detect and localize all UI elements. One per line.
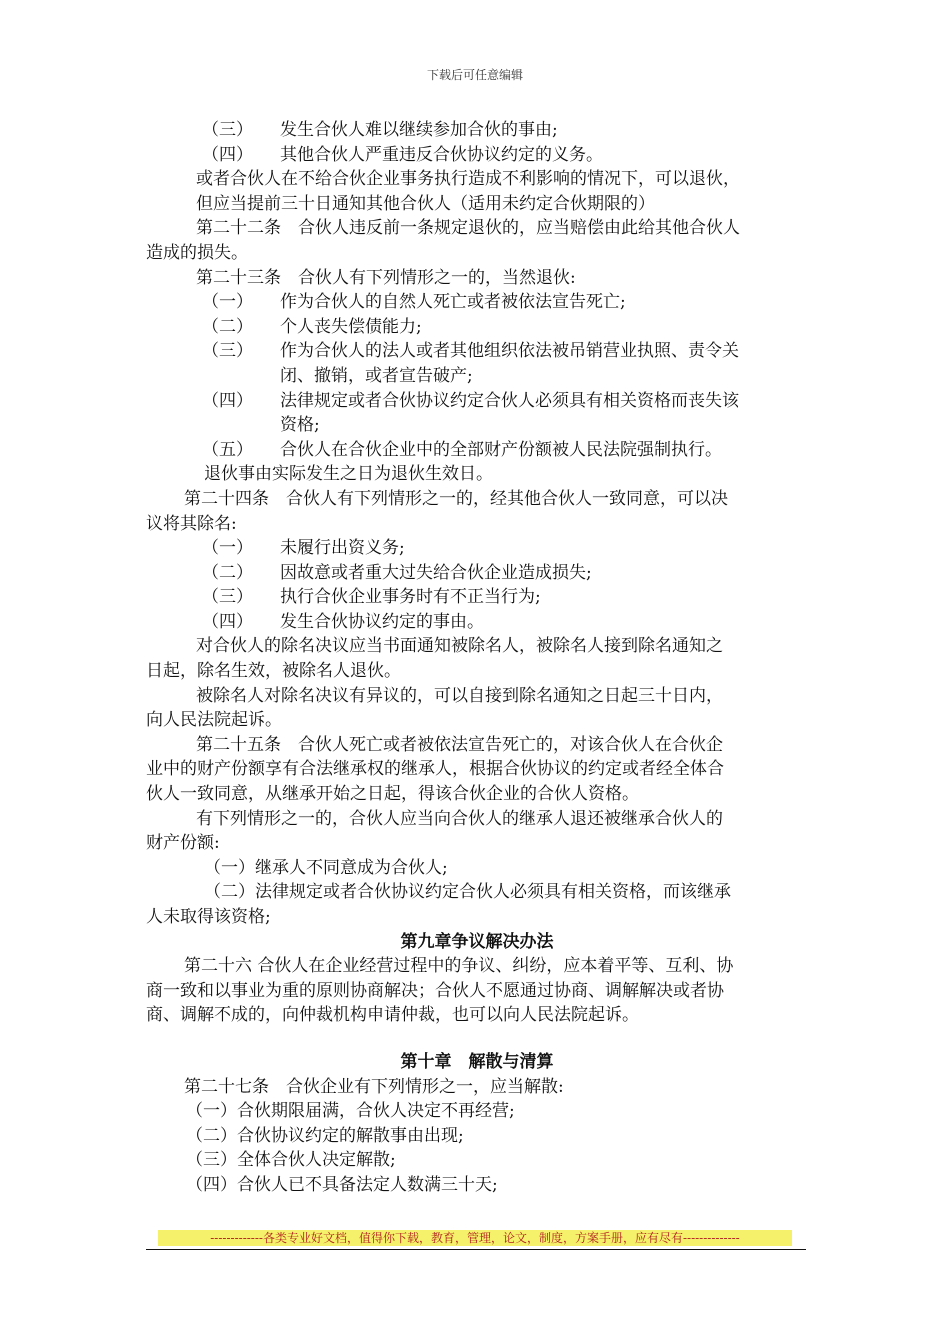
list-item — [146, 118, 808, 143]
article-line: 第二十七条 合伙企业有下列情形之一，应当解散: — [184, 1076, 564, 1097]
list-item: （二）法律规定或者合伙协议约定合伙人必须具有相关资格，而该继承 — [204, 882, 731, 903]
paragraph-line: 议将其除名: — [146, 513, 237, 534]
paragraph-line: 向人民法院起诉。 — [146, 710, 282, 731]
paragraph-line: 或者合伙人在不给合伙企业事务执行造成不利影响的情况下，可以退伙， — [196, 169, 740, 190]
article-line: 第二十六 合伙人在企业经营过程中的争议、纠纷，应本着平等、互利、协 — [184, 956, 734, 977]
footer-banner: -------------各类专业好文档，值得你下载，教育，管理，论文，制度，方案手册，应有尽有-------------- — [158, 1230, 792, 1246]
paragraph-line: 商、调解不成的，向仲裁机构申请仲裁，也可以向人民法院起诉。 — [146, 1005, 639, 1026]
item-marker: （五） — [202, 439, 253, 460]
paragraph-line: 业中的财产份额享有合法继承权的继承人，根据合伙协议的约定或者经全体合 — [146, 759, 724, 780]
paragraph-line: 被除名人对除名决议有异议的，可以自接到除名通知之日起三十日内， — [196, 685, 723, 706]
paragraph-line: 伙人一致同意，从继承开始之日起，得该合伙企业的合伙人资格。 — [146, 784, 639, 805]
footer-divider — [146, 1249, 806, 1250]
item-text: 其他合伙人严重违反合伙协议约定的义务。 — [280, 144, 603, 165]
list-item — [146, 143, 808, 168]
item-text: 发生合伙协议约定的事由。 — [280, 611, 484, 632]
paragraph-line: 对合伙人的除名决议应当书面通知被除名人，被除名人接到除名通知之 — [196, 636, 723, 657]
chapter-heading: 第十章 解散与清算 — [400, 1051, 554, 1072]
item-continuation: 资格; — [280, 415, 320, 436]
article-line: 第二十四条 合伙人有下列情形之一的，经其他合伙人一致同意，可以决 — [184, 488, 728, 509]
item-marker: （四） — [202, 390, 253, 411]
paragraph-line: 日起，除名生效，被除名人退伙。 — [146, 661, 401, 682]
list-item — [146, 339, 808, 364]
item-marker: （一） — [202, 538, 253, 559]
paragraph-line: 人未取得该资格; — [146, 907, 271, 927]
list-item: （四）合伙人已不具备法定人数满三十天; — [186, 1174, 498, 1195]
item-continuation: 闭、撤销，或者宣告破产; — [280, 365, 473, 386]
article-line: 第二十三条 合伙人有下列情形之一的，当然退伙: — [196, 267, 576, 288]
item-text: 发生合伙人难以继续参加合伙的事由; — [280, 120, 558, 140]
list-item — [146, 561, 808, 586]
paragraph-line: 有下列情形之一的，合伙人应当向合伙人的继承人退还被继承合伙人的 — [196, 808, 723, 829]
list-item: （一）继承人不同意成为合伙人; — [204, 857, 448, 878]
item-text: 作为合伙人的自然人死亡或者被依法宣告死亡; — [280, 292, 626, 313]
item-marker: （四） — [202, 611, 253, 632]
paragraph-line: 造成的损失。 — [146, 242, 248, 263]
item-text: 个人丧失偿债能力; — [280, 316, 422, 337]
item-marker: （一） — [202, 292, 253, 313]
list-item: （二）合伙协议约定的解散事由出现; — [186, 1125, 464, 1146]
item-marker: （二） — [202, 562, 253, 583]
item-text: 法律规定或者合伙协议约定合伙人必须具有相关资格而丧失该 — [280, 390, 739, 411]
list-item — [146, 389, 808, 414]
item-text: 因故意或者重大过失给合伙企业造成损失; — [280, 562, 592, 583]
paragraph-line: 商一致和以事业为重的原则协商解决；合伙人不愿通过协商、调解解决或者协 — [146, 980, 724, 1001]
item-text: 执行合伙企业事务时有不正当行为; — [280, 587, 541, 608]
list-item: （三）全体合伙人决定解散; — [186, 1150, 396, 1171]
list-item: （一）合伙期限届满，合伙人决定不再经营; — [186, 1101, 515, 1122]
document-body — [146, 118, 808, 1198]
item-marker: （三） — [202, 587, 253, 608]
item-marker: （三） — [202, 120, 253, 140]
list-item — [146, 315, 808, 340]
article-line: 第二十二条 合伙人违反前一条规定退伙的，应当赔偿由此给其他合伙人 — [196, 218, 740, 239]
item-marker: （三） — [202, 341, 253, 362]
paragraph-line: 财产份额: — [146, 833, 220, 854]
page-header: 下载后可任意编辑 — [426, 68, 523, 82]
list-item — [146, 290, 808, 315]
list-item — [146, 536, 808, 561]
list-item — [146, 585, 808, 610]
item-text: 作为合伙人的法人或者其他组织依法被吊销营业执照、责令关 — [280, 341, 739, 362]
item-text: 合伙人在合伙企业中的全部财产份额被人民法院强制执行。 — [280, 439, 722, 460]
list-item — [146, 610, 808, 635]
paragraph-line: 但应当提前三十日通知其他合伙人（适用未约定合伙期限的） — [196, 193, 655, 214]
item-marker: （四） — [202, 144, 253, 165]
spacer — [146, 1028, 808, 1050]
item-marker: （二） — [202, 316, 253, 337]
article-line: 第二十五条 合伙人死亡或者被依法宣告死亡的，对该合伙人在合伙企 — [196, 734, 723, 755]
list-item — [146, 438, 808, 463]
paragraph-line: 退伙事由实际发生之日为退伙生效日。 — [204, 464, 493, 485]
chapter-heading: 第九章争议解决办法 — [400, 931, 554, 952]
item-text: 未履行出资义务; — [280, 538, 405, 559]
